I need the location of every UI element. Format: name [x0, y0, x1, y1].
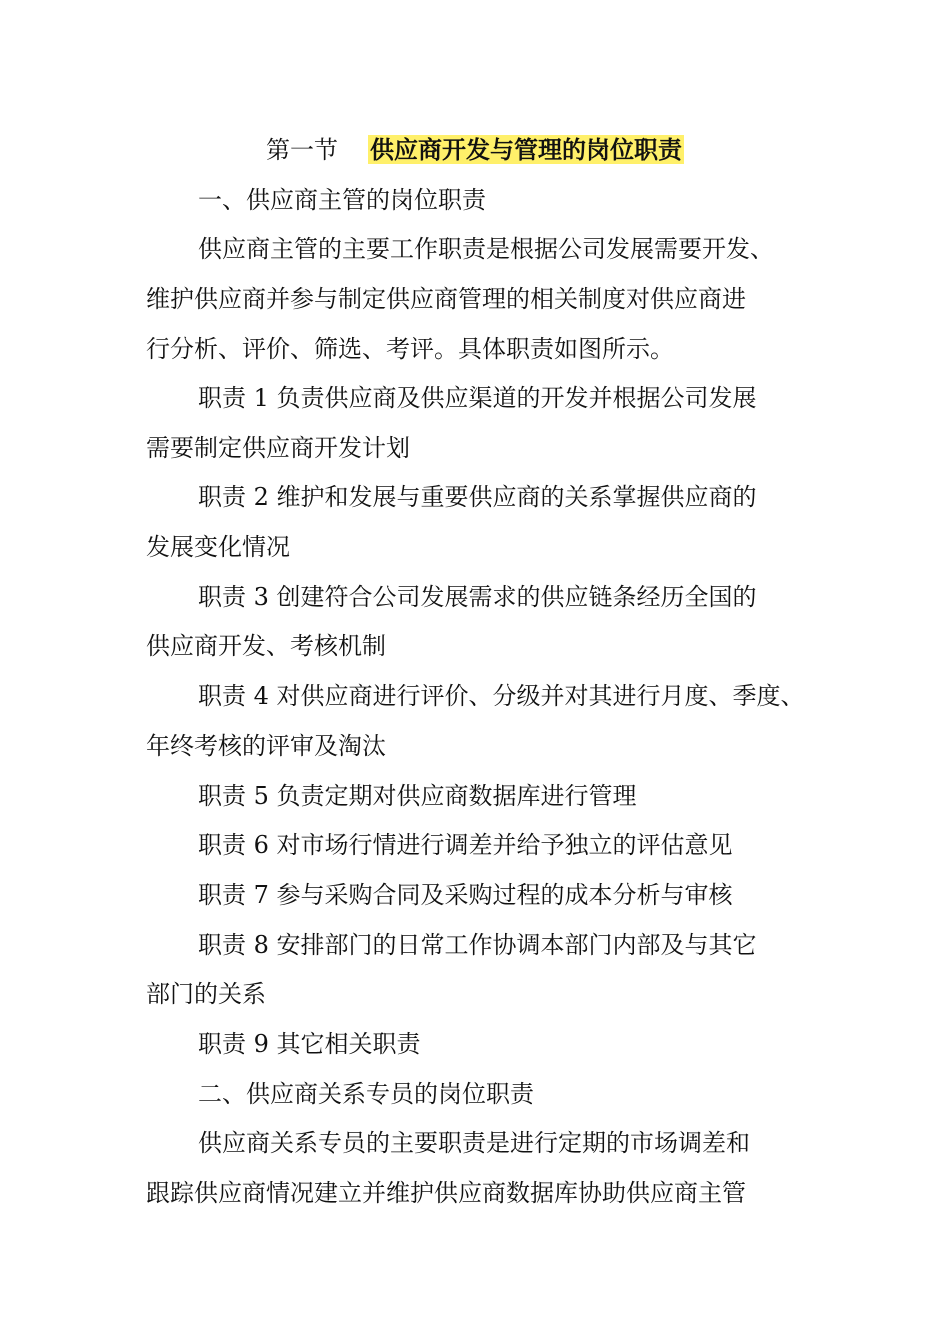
duty-item-1-cont: 需要制定供应商开发计划: [146, 434, 410, 462]
duty-item-8-cont: 部门的关系: [146, 980, 266, 1008]
body-line: 跟踪供应商情况建立并维护供应商数据库协助供应商主管: [146, 1179, 746, 1207]
duty-item-3: 职责 3 创建符合公司发展需求的供应链条经历全国的: [198, 583, 757, 611]
duty-item-2: 职责 2 维护和发展与重要供应商的关系掌握供应商的: [198, 483, 757, 511]
subheading-supplier-relations-specialist: 二、供应商关系专员的岗位职责: [198, 1080, 534, 1108]
duty-item-6: 职责 6 对市场行情进行调差并给予独立的评估意见: [198, 831, 733, 859]
duty-item-2-cont: 发展变化情况: [146, 533, 290, 561]
section-number: 第一节: [266, 136, 338, 164]
body-line: 维护供应商并参与制定供应商管理的相关制度对供应商进: [146, 285, 746, 313]
section-heading: [0, 132, 950, 168]
section-title: 供应商开发与管理的岗位职责: [370, 135, 682, 164]
subheading-supplier-supervisor: 一、供应商主管的岗位职责: [198, 186, 486, 214]
duty-item-3-cont: 供应商开发、考核机制: [146, 632, 386, 660]
duty-item-8: 职责 8 安排部门的日常工作协调本部门内部及与其它: [198, 931, 757, 959]
duty-item-4-cont: 年终考核的评审及淘汰: [146, 732, 386, 760]
duty-item-7: 职责 7 参与采购合同及采购过程的成本分析与审核: [198, 881, 733, 909]
duty-item-9: 职责 9 其它相关职责: [198, 1030, 421, 1058]
duty-item-4: 职责 4 对供应商进行评价、分级并对其进行月度、季度、: [198, 682, 805, 710]
body-line: 供应商关系专员的主要职责是进行定期的市场调差和: [198, 1129, 750, 1157]
body-line: 供应商主管的主要工作职责是根据公司发展需要开发、: [198, 235, 774, 263]
duty-item-5: 职责 5 负责定期对供应商数据库进行管理: [198, 782, 637, 810]
duty-item-1: 职责 1 负责供应商及供应渠道的开发并根据公司发展: [198, 384, 757, 412]
body-line: 行分析、评价、筛选、考评。具体职责如图所示。: [146, 335, 674, 363]
